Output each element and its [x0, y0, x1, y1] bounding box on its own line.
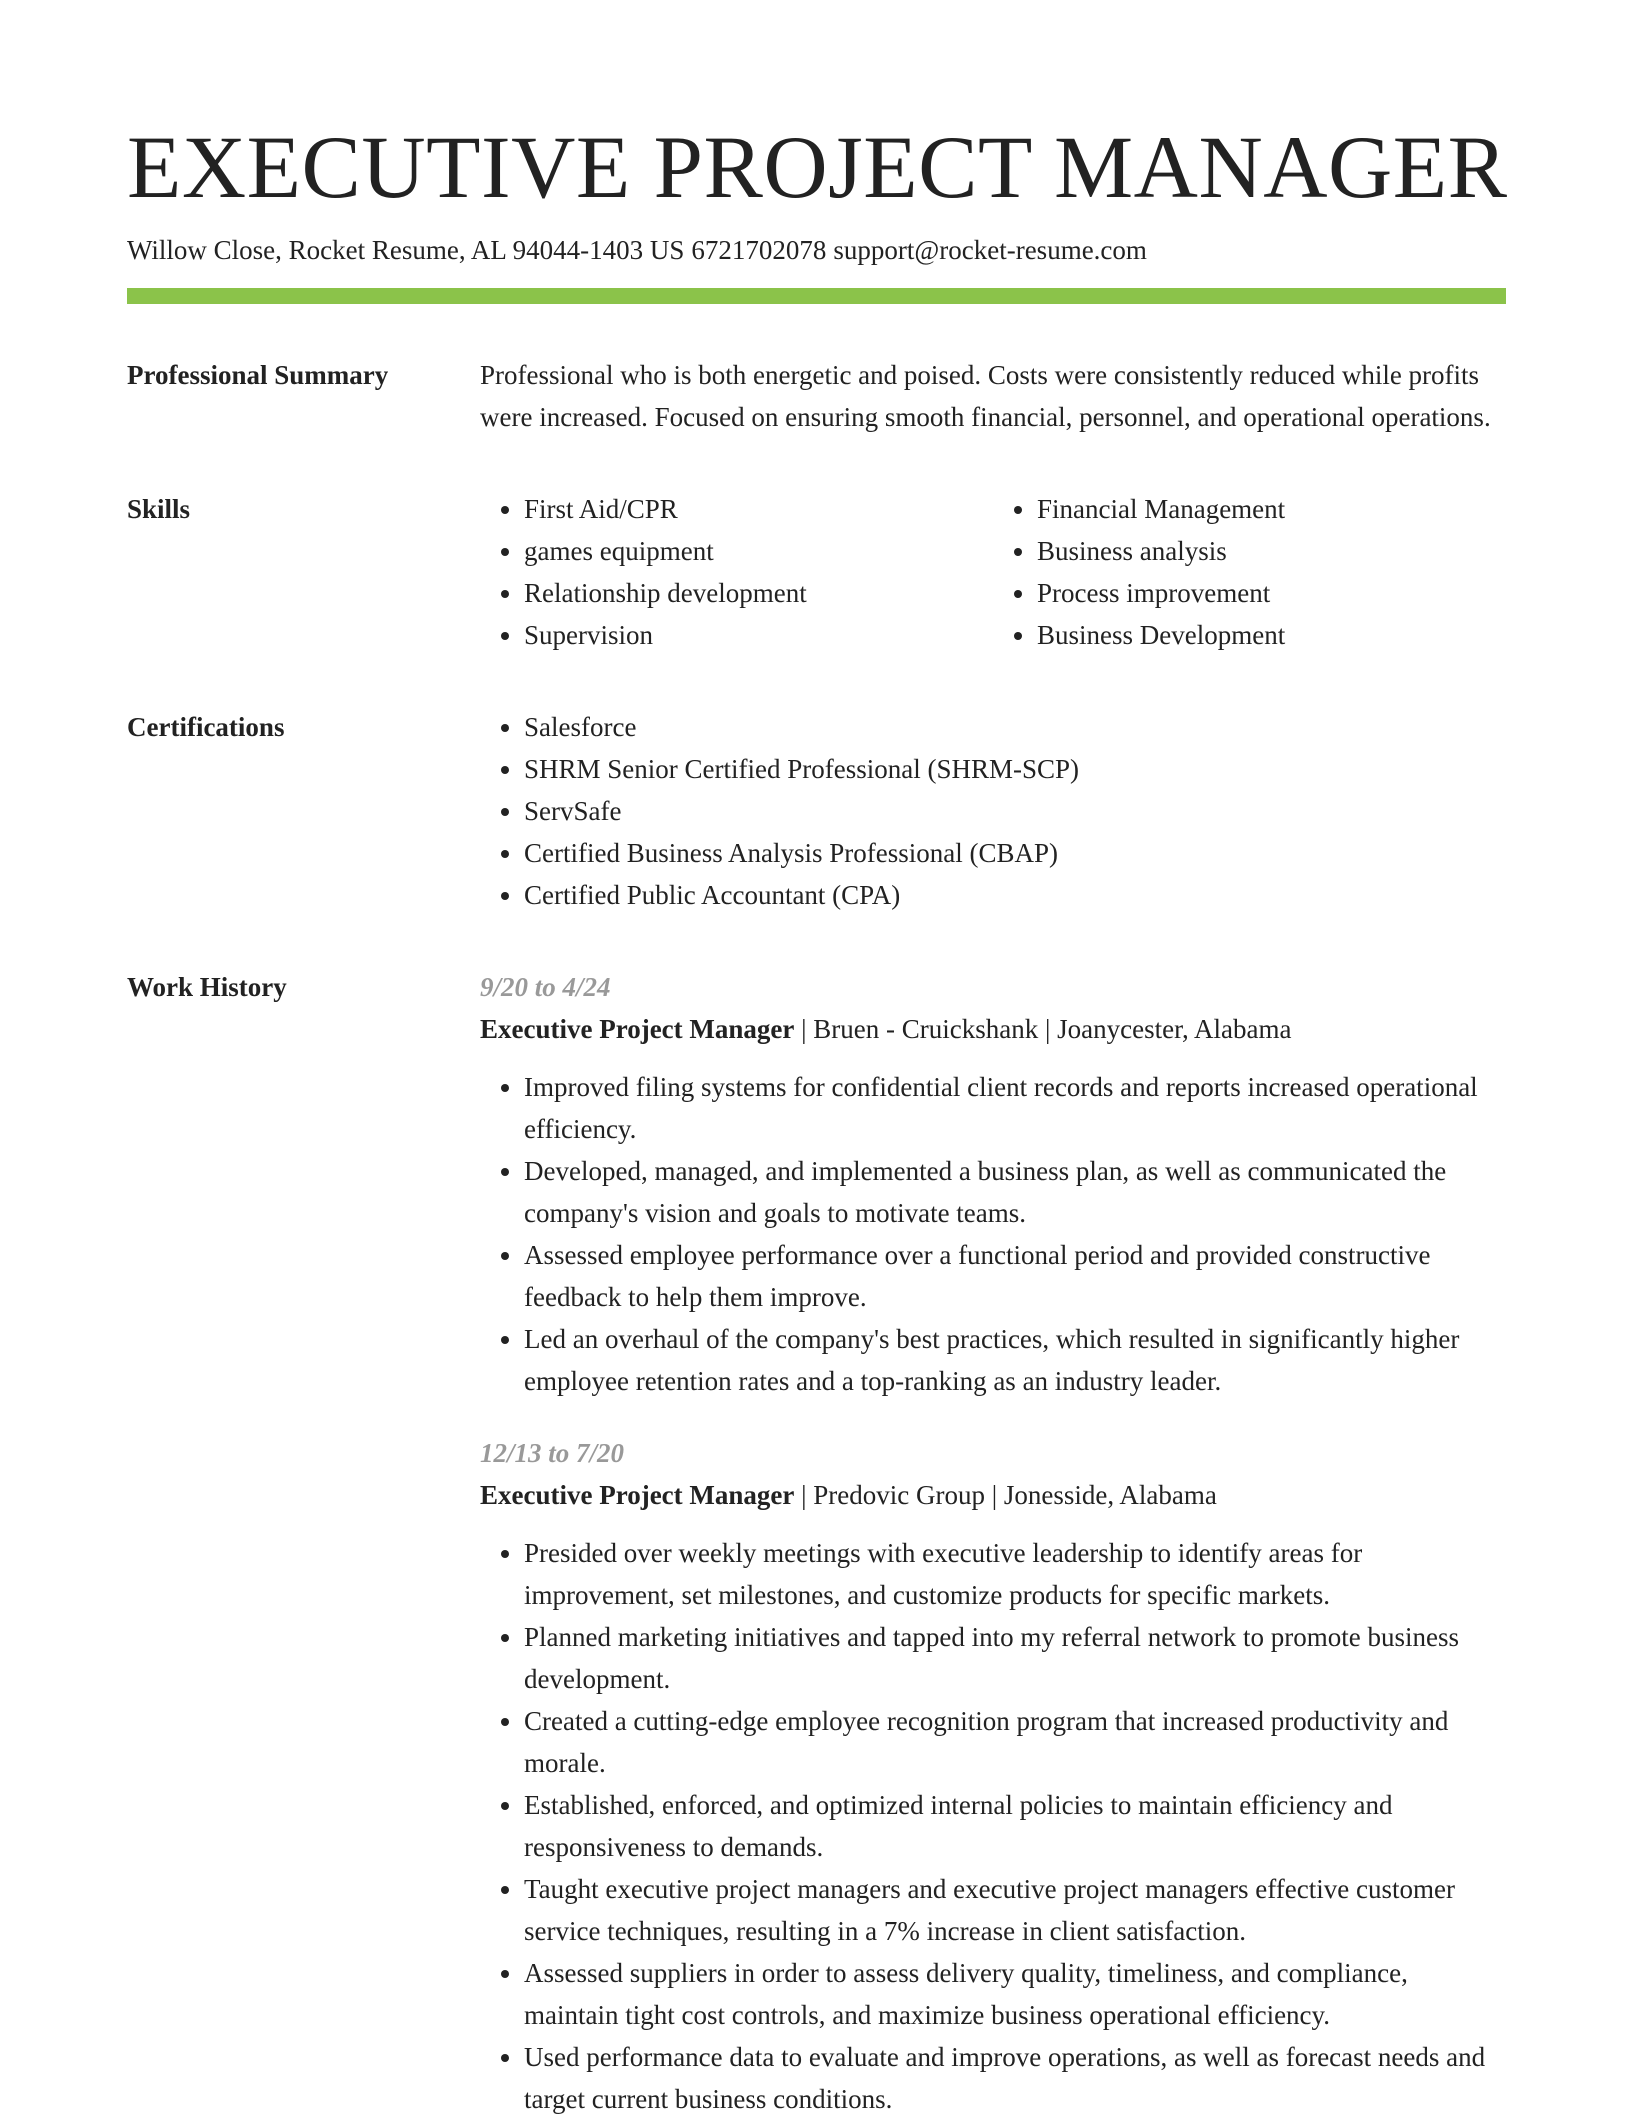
certification-item: • ServSafe — [524, 790, 1506, 832]
contact-email[interactable]: support@rocket-resume.com — [833, 235, 1147, 265]
summary-label: Professional Summary — [127, 360, 389, 390]
skills-list-left — [480, 488, 993, 656]
job-bullet: • Established, enforced, and optimized internal policies to maintain efficiency and responsiveness to demands. — [524, 1784, 1506, 1868]
job-bullet: • Developed, managed, and implemented a business plan, as well as communicated the company's vision and goals to motivate teams. — [524, 1150, 1506, 1234]
header-divider — [127, 288, 1506, 304]
skills-section — [127, 488, 1506, 656]
job-dates: 9/20 to 4/24 — [480, 972, 611, 1002]
certifications-label: Certifications — [127, 712, 285, 742]
skills-label: Skills — [127, 494, 191, 524]
skills-list-right — [993, 488, 1506, 656]
job-details: | Predovic Group | Jonesside, Alabama — [794, 1480, 1217, 1510]
job-bullet: • Led an overhaul of the company's best practices, which resulted in significantly higher employee retention rates and a top-ranking as an industry leader. — [524, 1318, 1506, 1402]
job-title-line — [480, 1008, 1506, 1050]
certification-item: • Certified Public Accountant (CPA) — [524, 874, 1506, 916]
certification-item: • Certified Business Analysis Professional (CBAP) — [524, 832, 1506, 874]
job-bullet: • Improved filing systems for confidential client records and reports increased operational efficiency. — [524, 1066, 1506, 1150]
resume-name: EXECUTIVE PROJECT MANAGER — [127, 119, 1508, 217]
job-dates: 12/13 to 7/20 — [480, 1438, 625, 1468]
job-bullet: • Used performance data to evaluate and improve operations, as well as forecast needs and target current business conditions. — [524, 2036, 1506, 2120]
summary-section — [127, 354, 1506, 438]
certification-item: • SHRM Senior Certified Professional (SHRM-SCP) — [524, 748, 1506, 790]
skill-item: • Process improvement — [1037, 572, 1506, 614]
skill-item: • games equipment — [524, 530, 993, 572]
job-details: | Bruen - Cruickshank | Joanycester, Alabama — [794, 1014, 1292, 1044]
job-title-line — [480, 1474, 1506, 1516]
summary-text: Professional who is both energetic and poised. Costs were consistently reduced while profits were increased. Focused on ensuring smooth financial, personnel, and operational operations. — [480, 360, 1491, 432]
skill-item: • Financial Management — [1037, 488, 1506, 530]
job-bullets — [480, 1532, 1506, 2120]
skill-item: • Supervision — [524, 614, 993, 656]
job-entry — [480, 966, 1506, 1402]
work-history-section — [127, 966, 1506, 2120]
job-title: Executive Project Manager — [480, 1480, 795, 1510]
skill-item: • Business Development — [1037, 614, 1506, 656]
skill-item: • Business analysis — [1037, 530, 1506, 572]
skill-item: • First Aid/CPR — [524, 488, 993, 530]
contact-address: Willow Close, Rocket Resume, AL 94044-1403 US — [127, 235, 685, 265]
certification-item: • Salesforce — [524, 706, 1506, 748]
job-bullet: • Taught executive project managers and executive project managers effective customer service techniques, resulting in a 7% increase in client satisfaction. — [524, 1868, 1506, 1952]
certifications-list — [480, 706, 1506, 916]
job-bullets — [480, 1066, 1506, 1402]
job-bullet: • Assessed employee performance over a functional period and provided constructive feedback to help them improve. — [524, 1234, 1506, 1318]
contact-phone: 6721702078 — [691, 235, 827, 265]
contact-line — [127, 232, 1506, 268]
skill-item: • Relationship development — [524, 572, 993, 614]
job-bullet: • Assessed suppliers in order to assess delivery quality, timeliness, and compliance, maintain tight cost controls, and maximize business operational efficiency. — [524, 1952, 1506, 2036]
job-entry — [480, 1432, 1506, 2120]
certifications-section — [127, 706, 1506, 916]
job-bullet: • Planned marketing initiatives and tapped into my referral network to promote business development. — [524, 1616, 1506, 1700]
job-bullet: • Presided over weekly meetings with executive leadership to identify areas for improvement, set milestones, and customize products for specific markets. — [524, 1532, 1506, 1616]
work-history-label: Work History — [127, 972, 287, 1002]
job-title: Executive Project Manager — [480, 1014, 795, 1044]
job-bullet: • Created a cutting-edge employee recognition program that increased productivity and morale. — [524, 1700, 1506, 1784]
